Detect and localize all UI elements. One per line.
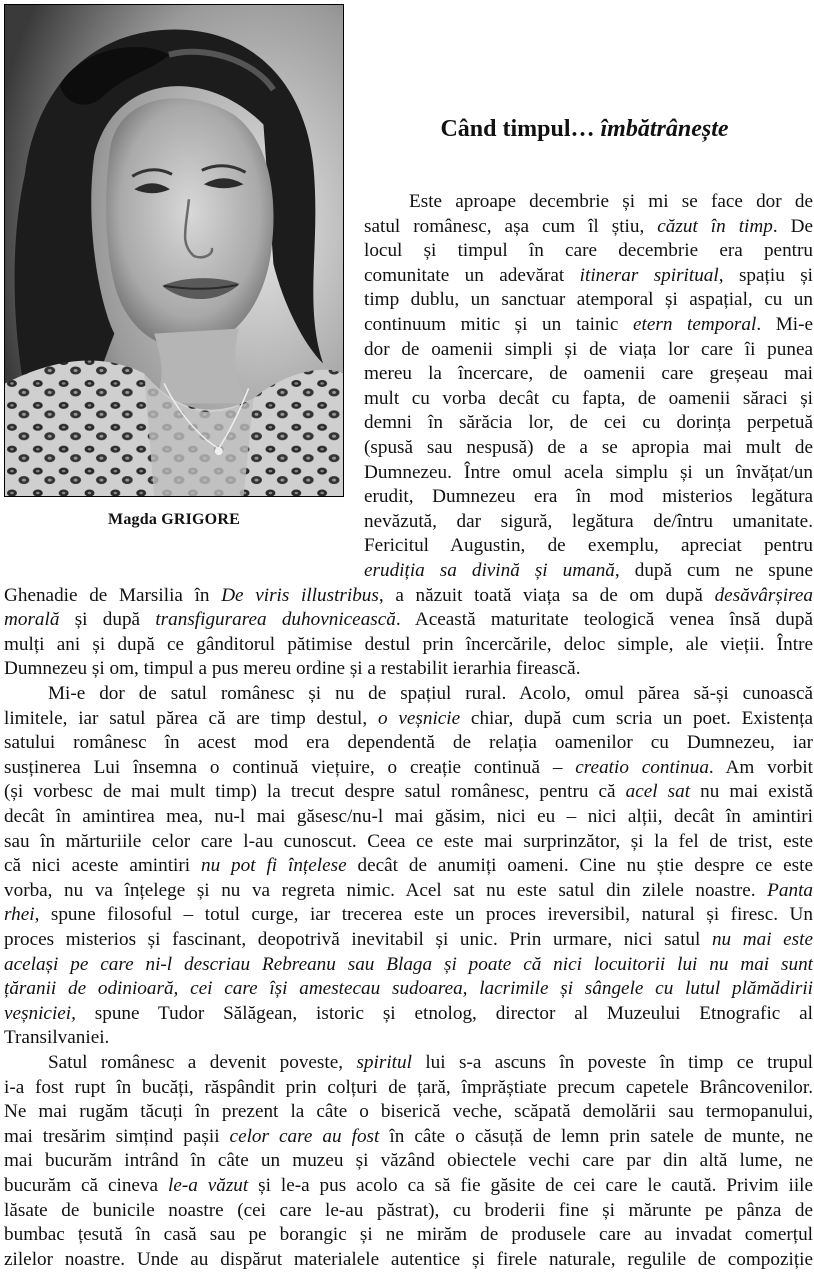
text-line	[4, 656, 813, 681]
text-line	[364, 533, 813, 558]
italic-phrase: țăranii de odinioară, cei care își amestecau sudoarea, lacrimile și sângele cu lutul plămădirii	[4, 978, 813, 1000]
italic-phrase: nu pot fi înțelese	[200, 855, 347, 877]
text-line	[364, 263, 813, 288]
text-line	[4, 706, 813, 731]
text-line	[4, 1173, 813, 1198]
text-line	[364, 238, 813, 263]
text-run: timp dublu, un sanctuar atemporal și aspațial, cu un	[364, 289, 813, 311]
text-run: Dumnezeu. Între omul acela simplu și un învățat/un	[364, 461, 813, 483]
text-run: sau în mărturiile celor care l-au cunoscut. Ceea ce este mai surprinzător, și la fel de trist, este	[4, 830, 813, 852]
portrait-image	[5, 5, 343, 496]
photo-caption: Magda GRIGORE	[108, 511, 240, 528]
text-run: și le-a pus acolo ca să fie găsite de cei care le caută. Privim iile	[248, 1175, 813, 1196]
text-run: decât în amintirea mea, nu-l mai găsesc/nu-l mai găsim, nici eu – nici alții, decât în amintiri	[4, 806, 813, 827]
text-run: vorba, nu va înțelege și nu va regreta nimic. Acel sat nu este satul din zilele noastre.	[4, 879, 768, 901]
italic-phrase: veșniciei,	[4, 1002, 76, 1024]
italic-phrase: morală	[4, 609, 60, 631]
author-photo	[4, 4, 344, 497]
italic-phrase: o veșnicie	[377, 707, 461, 729]
text-line	[4, 583, 813, 608]
article-title	[355, 116, 814, 143]
text-line	[364, 410, 813, 435]
text-run: Transilvaniei.	[4, 1027, 110, 1049]
text-run: lăsate de bunicile noastre (cei care le-au păstrat), cu broderii fine și mărunte pe pânza de	[4, 1199, 813, 1221]
italic-phrase: le-a văzut	[167, 1175, 249, 1196]
text-run: nevăzută, dar sigură, legătura de/întru umanitate.	[364, 510, 813, 532]
italic-phrase: transfigurarea duhovnicească	[155, 609, 396, 631]
title-italic: îmbătrânește	[600, 116, 729, 142]
text-run: mai bucurăm intrând în câte un muzeu și văzând obiectele vechi care par din altă lume, ne	[4, 1150, 813, 1172]
text-run: Satul românesc a devenit poveste,	[48, 1052, 357, 1073]
italic-phrase: căzut în timp	[657, 215, 773, 237]
italic-phrase: erudiția sa divină și umană	[364, 560, 615, 581]
text-line	[4, 632, 813, 657]
text-run: , spune filosoful – totul curge, iar trecerea este un proces ireversibil, natural și firesc. Un	[34, 904, 813, 926]
italic-phrase: De viris illustribus	[221, 584, 379, 606]
text-run: mult cu vorba decât cu fapta, de oamenii săraci și	[364, 387, 813, 409]
text-run: dor de oamenii simpli și de viața lor care îi punea	[364, 338, 813, 360]
text-run: că nici aceste amintiri	[4, 855, 201, 877]
text-line	[364, 337, 813, 362]
text-run: Fericitul Augustin, de exemplu, apreciat pentru	[364, 535, 813, 557]
italic-phrase: etern temporal	[633, 314, 757, 335]
text-run: lui s-a ascuns în poveste în timp ce trupul	[411, 1052, 813, 1073]
text-line	[4, 1198, 813, 1223]
text-line	[364, 435, 813, 460]
text-run: zilelor noastre. Unde au dispărut materialele autentice și firele naturale, regulile de compoziție	[4, 1248, 813, 1270]
text-run: (și vorbesc de mai mult timp) la trecut despre satul românesc, pentru că	[4, 781, 626, 803]
text-run: continuum mitic și un tainic	[364, 314, 634, 335]
text-line	[4, 1001, 813, 1026]
text-line	[4, 1025, 813, 1050]
text-run: decât de anumiți oameni. Cine nu știe despre ce este	[346, 855, 813, 877]
italic-phrase: celor care au fost	[229, 1125, 380, 1147]
text-line	[48, 681, 813, 706]
text-run: mai tresărim simțind pașii	[4, 1125, 230, 1147]
text-run: comunitate un adevărat	[364, 264, 580, 286]
text-line	[48, 1050, 813, 1075]
text-run: mulți ani și după ce gânditorul pătimise destul prin încercările, deloc simple, ale vieții. Între	[4, 633, 813, 655]
text-line	[364, 386, 813, 411]
text-run: chiar, după cum scria un poet. Existența	[460, 707, 813, 729]
text-run: Dumnezeu și om, timpul a pus mereu ordine și a restabilit ierarhia firească.	[4, 658, 581, 680]
text-run: nu mai există	[690, 781, 813, 803]
text-line	[364, 312, 813, 337]
text-line	[4, 902, 813, 927]
text-run: i-a fost rupt în bucăți, răspândit prin colțuri de țară, împrăștiate precum capetele Brâncovenilor.	[4, 1076, 813, 1098]
text-line	[364, 484, 813, 509]
text-line	[4, 1075, 813, 1100]
text-run: bucurăm că cineva	[4, 1175, 168, 1196]
italic-phrase: acel sat	[625, 781, 691, 803]
text-line	[4, 829, 813, 854]
text-run: Mi-e dor de satul românesc și nu de spațiul rural. Acolo, omul părea să-și cunoască	[48, 683, 813, 704]
title-main: Când timpul…	[440, 116, 601, 142]
text-run: , a năzuit toată viața sa de om după	[378, 584, 715, 606]
text-line	[364, 214, 813, 239]
text-line	[4, 1124, 813, 1149]
italic-phrase: rhei	[4, 904, 35, 926]
text-run: mereu la încercare, de oamenii care greșeau mai	[364, 363, 813, 385]
text-run: satului românesc în acest mod era dependentă de relația oamenilor cu Dumnezeu, iar	[4, 732, 813, 754]
text-run: erudit, Dumnezeu era în mod misterios legătura	[364, 486, 813, 508]
text-line	[409, 189, 813, 214]
text-line	[4, 1148, 813, 1173]
text-run: , spațiu și	[718, 264, 814, 286]
italic-phrase: itinerar spiritual	[579, 264, 719, 286]
text-run: bumbac țesută în casă sau pe borangic și ne mirăm de produsele care au invadat comerțul	[4, 1224, 813, 1246]
italic-phrase: desăvârșirea	[714, 584, 813, 606]
text-run: demni în sărăcia lor, de cei cu dorința perpetuă	[364, 412, 813, 434]
text-run: satul românesc, așa cum îl știu,	[364, 215, 658, 237]
text-run: Ghenadie de Marsilia în	[4, 584, 222, 606]
text-run: . Am vorbit	[708, 756, 813, 778]
text-line	[4, 927, 813, 952]
text-run: susținerea Lui însemna o continuă viețuire, o creație continuă –	[4, 756, 576, 778]
text-line	[364, 287, 813, 312]
text-run: proces misterios și fascinant, deopotrivă inevitabil și unic. Prin urmare, nici satul	[4, 929, 712, 950]
italic-phrase: Panta	[767, 879, 813, 901]
text-run: Ne mai rugăm tăcuți în prezent la câte o biserică veche, scăpată demolării sau termopanului,	[4, 1101, 813, 1123]
text-line	[4, 952, 813, 977]
text-run: (spusă sau nespusă) de a se apropia mai mult de	[364, 437, 813, 458]
text-line	[4, 853, 813, 878]
text-line	[364, 361, 813, 386]
text-run: , după cum ne spune	[614, 560, 813, 581]
text-line	[4, 607, 813, 632]
italic-phrase: același pe care ni-l descriau Rebreanu sau Blaga și poate că nici locuitorii lui nu mai sunt	[4, 953, 813, 975]
text-line	[4, 1222, 813, 1247]
text-line	[364, 558, 813, 583]
text-run: în câte o căsuță de lemn prin satele de munte, ne	[379, 1125, 813, 1147]
italic-phrase: spiritul	[356, 1052, 412, 1073]
text-run: Este aproape decembrie și mi se face dor de	[409, 191, 813, 212]
text-line	[4, 779, 813, 804]
italic-phrase: creatio continua	[575, 756, 709, 778]
text-line	[4, 976, 813, 1001]
text-run: limitele, iar satul părea că are timp destul,	[4, 707, 378, 729]
text-run: . De	[772, 215, 813, 237]
text-run: locul și timpul în care decembrie era pentru	[364, 240, 813, 262]
text-run: . Această maturitate teologică venea însă după	[395, 609, 813, 631]
text-line	[4, 755, 813, 780]
text-line	[364, 460, 813, 485]
text-run: și după	[59, 609, 156, 631]
italic-phrase: nu mai este	[711, 929, 813, 950]
text-line	[4, 730, 813, 755]
text-line	[364, 509, 813, 534]
text-line	[4, 804, 813, 829]
text-run: . Mi-e	[756, 314, 813, 335]
text-line	[4, 1099, 813, 1124]
text-line	[4, 878, 813, 903]
text-run: spune Tudor Sălăgean, istoric și etnolog, director al Muzeului Etnografic al	[75, 1002, 813, 1024]
